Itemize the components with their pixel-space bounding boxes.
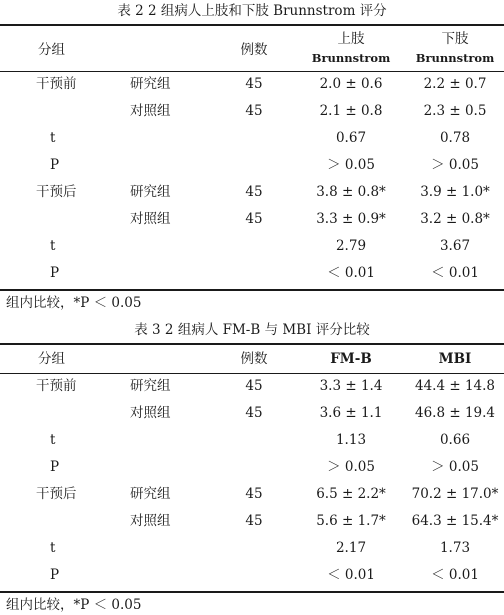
cell-phase: 干预前 xyxy=(36,76,77,92)
table2-note: 组内比较，*P ＜ 0.05 xyxy=(6,295,142,311)
cell-phase: t xyxy=(50,130,56,146)
table2-caption: 表 2 2 组病人上肢和下肢 Brunnstrom 评分 xyxy=(117,3,387,19)
table3-header-fmb: FM-B xyxy=(330,351,372,367)
cell-n: 45 xyxy=(245,405,263,421)
cell-n: 45 xyxy=(245,486,263,502)
table3-caption: 表 3 2 组病人 FM-B 与 MBI 评分比较 xyxy=(134,322,370,338)
cell-value-2: 0.66 xyxy=(439,432,471,448)
table2-header-upper: 上肢 xyxy=(337,31,365,47)
cell-value-2: 46.8 ± 19.4 xyxy=(414,405,496,421)
cell-phase: t xyxy=(50,432,56,448)
cell-value-1: 2.17 xyxy=(335,540,367,556)
cell-value-1: 5.6 ± 1.7* xyxy=(316,513,386,529)
table3-header-mbi: MBI xyxy=(438,351,472,367)
cell-value-2: ＜ 0.01 xyxy=(431,265,479,281)
cell-value-1: ＞ 0.05 xyxy=(327,157,375,173)
cell-value-1: ＞ 0.05 xyxy=(327,459,375,475)
cell-value-1: ＜ 0.01 xyxy=(327,567,375,583)
cell-group: 对照组 xyxy=(130,405,171,421)
cell-n: 45 xyxy=(245,378,263,394)
cell-phase: 干预前 xyxy=(36,378,77,394)
cell-value-2: 3.9 ± 1.0* xyxy=(420,184,490,200)
cell-value-2: 2.3 ± 0.5 xyxy=(423,103,487,119)
cell-group: 对照组 xyxy=(130,513,171,529)
cell-phase: 干预后 xyxy=(36,486,77,502)
cell-value-2: 64.3 ± 15.4* xyxy=(411,513,499,529)
cell-phase: P xyxy=(50,459,60,475)
cell-value-1: 2.0 ± 0.6 xyxy=(319,76,383,92)
table2-header-lower-sub: Brunnstrom xyxy=(415,51,495,65)
table2-header-lower: 下肢 xyxy=(441,31,469,47)
table2-bottom-rule xyxy=(0,289,504,291)
table2-header-group: 分组 xyxy=(38,42,65,58)
table3-bottom-rule xyxy=(0,591,504,593)
table2-header-rule xyxy=(0,71,504,72)
cell-group: 研究组 xyxy=(130,184,171,200)
cell-value-1: 6.5 ± 2.2* xyxy=(316,486,386,502)
table2-top-rule xyxy=(0,24,504,26)
cell-n: 45 xyxy=(245,184,263,200)
cell-group: 对照组 xyxy=(130,103,171,119)
cell-value-1: 0.67 xyxy=(335,130,367,146)
cell-n: 45 xyxy=(245,76,263,92)
cell-value-2: 44.4 ± 14.8 xyxy=(414,378,496,394)
cell-value-1: 3.3 ± 1.4 xyxy=(319,378,383,394)
cell-value-2: ＞ 0.05 xyxy=(431,459,479,475)
cell-phase: P xyxy=(50,265,60,281)
cell-group: 研究组 xyxy=(130,486,171,502)
cell-group: 研究组 xyxy=(130,378,171,394)
cell-phase: 干预后 xyxy=(36,184,77,200)
table3-header-rule xyxy=(0,373,504,374)
cell-n: 45 xyxy=(245,211,263,227)
cell-n: 45 xyxy=(245,513,263,529)
cell-value-2: 3.2 ± 0.8* xyxy=(420,211,490,227)
cell-value-1: 2.79 xyxy=(335,238,367,254)
table3-top-rule xyxy=(0,343,504,345)
cell-value-2: 0.78 xyxy=(439,130,471,146)
cell-group: 对照组 xyxy=(130,211,171,227)
cell-value-2: 3.67 xyxy=(439,238,471,254)
table3-header-group: 分组 xyxy=(38,351,65,367)
cell-value-2: 2.2 ± 0.7 xyxy=(423,76,487,92)
cell-value-1: 3.8 ± 0.8* xyxy=(316,184,386,200)
cell-phase: t xyxy=(50,238,56,254)
cell-value-2: 1.73 xyxy=(439,540,471,556)
cell-value-1: ＜ 0.01 xyxy=(327,265,375,281)
cell-phase: P xyxy=(50,157,60,173)
cell-value-2: ＞ 0.05 xyxy=(431,157,479,173)
cell-phase: t xyxy=(50,540,56,556)
cell-value-1: 3.3 ± 0.9* xyxy=(316,211,386,227)
cell-value-1: 2.1 ± 0.8 xyxy=(319,103,383,119)
table3-header-n: 例数 xyxy=(240,351,268,367)
cell-n: 45 xyxy=(245,103,263,119)
cell-value-1: 1.13 xyxy=(335,432,367,448)
cell-value-2: ＜ 0.01 xyxy=(431,567,479,583)
cell-value-1: 3.6 ± 1.1 xyxy=(319,405,383,421)
cell-value-2: 70.2 ± 17.0* xyxy=(411,486,499,502)
table2-header-upper-sub: Brunnstrom xyxy=(311,51,391,65)
table2-header-n: 例数 xyxy=(240,42,268,58)
cell-group: 研究组 xyxy=(130,76,171,92)
table3-note: 组内比较，*P ＜ 0.05 xyxy=(6,597,142,613)
cell-phase: P xyxy=(50,567,60,583)
